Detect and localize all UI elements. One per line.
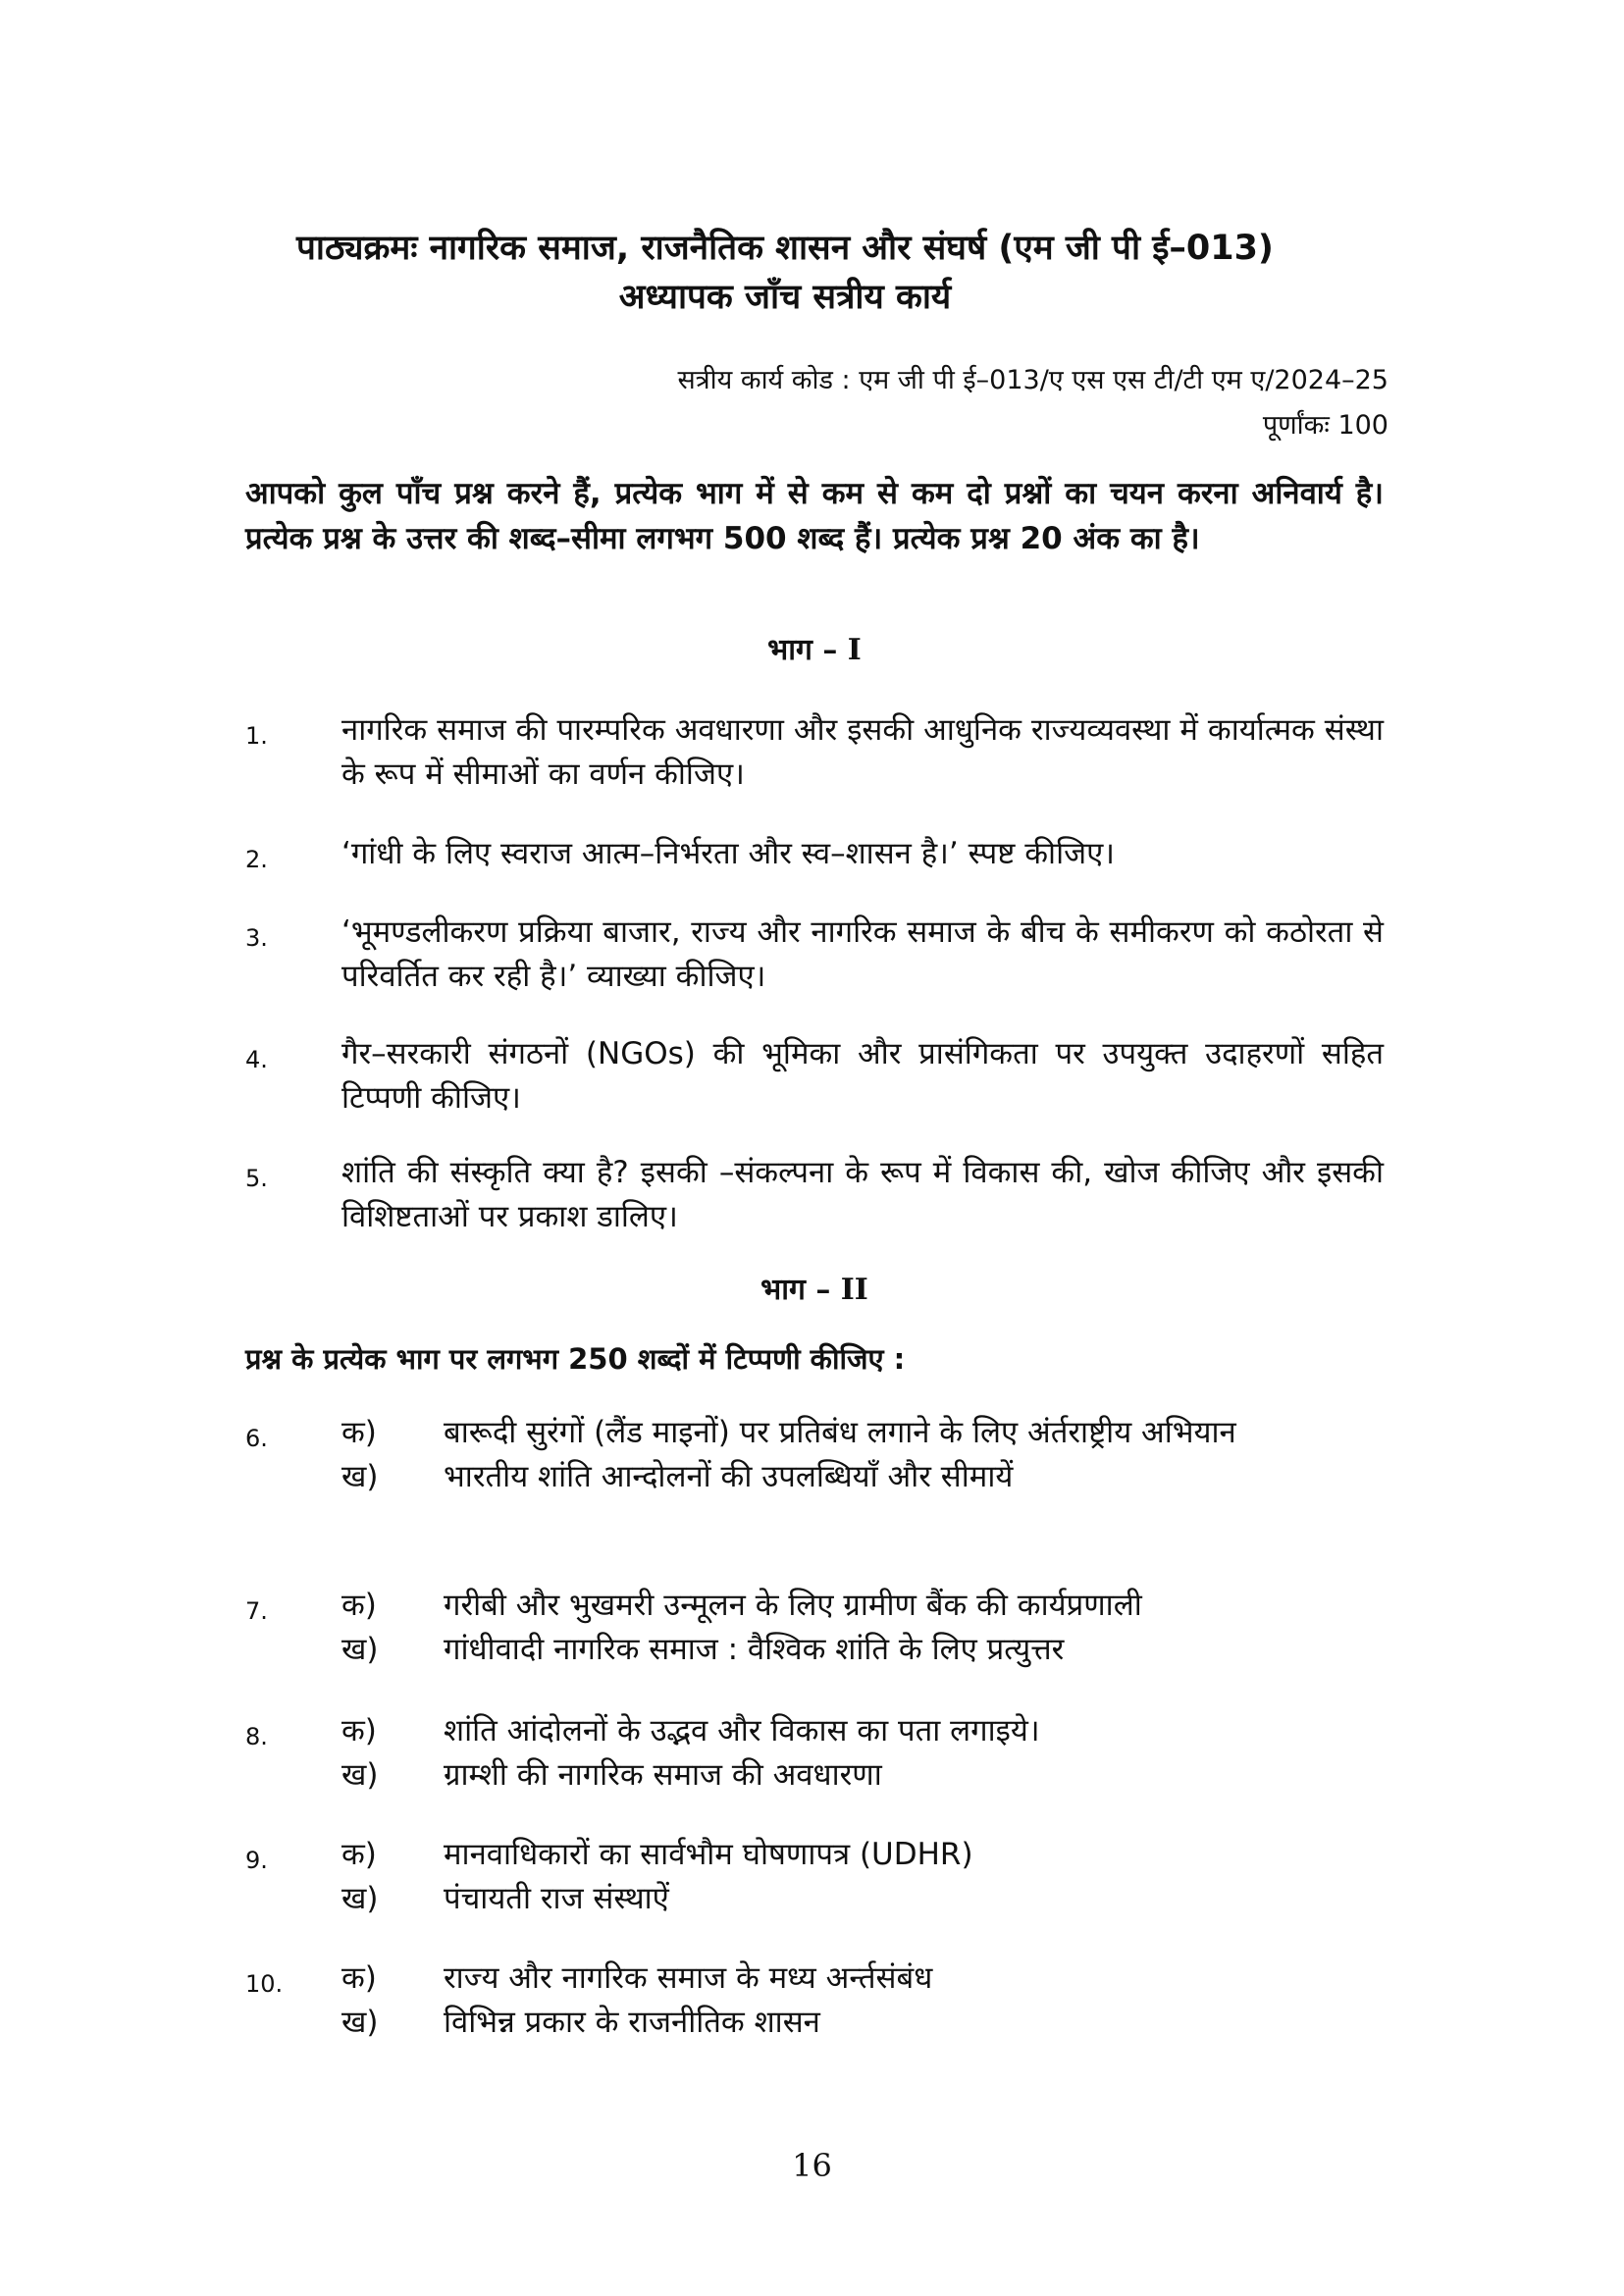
part-2-note: प्रश्न के प्रत्येक भाग पर लगभग 250 शब्दों में टिप्पणी कीजिए :	[245, 1342, 906, 1376]
sub-text: पंचायती राज संस्थाऐं	[444, 1881, 669, 1916]
instructions: आपको कुल पाँच प्रश्न करने हैं, प्रत्येक भाग में से कम से कम दो प्रश्नों का चयन करना अनिवार्य है। प्रत्येक प्रश्न के उत्तर की शब्द–सीमा लगभग 500 शब्द हैं। प्रत्येक प्रश्न 20 अंक का है।	[245, 476, 1384, 556]
sub-text: ग्राम्शी की नागरिक समाज की अवधारणा	[444, 1757, 882, 1793]
question-7	[245, 1584, 1384, 1672]
assignment-meta	[309, 358, 1388, 448]
question-number: 3.	[245, 924, 268, 952]
course-title	[245, 224, 1325, 322]
sub-question-a	[341, 1584, 1384, 1628]
question-6	[245, 1411, 1384, 1499]
sub-text: विभिन्न प्रकार के राजनीतिक शासन	[444, 2005, 820, 2040]
question-number: 5.	[245, 1165, 268, 1192]
sub-label: ख)	[341, 2005, 379, 2040]
question-9	[245, 1833, 1384, 1921]
question-text: ‘गांधी के लिए स्वराज आत्म–निर्भरता और स्व–शासन है।’ स्पष्ट कीजिए।	[341, 836, 1116, 871]
assignment-code: सत्रीय कार्य कोड : एम जी पी ई–013/ए एस एस टी/टी एम ए/2024–25	[677, 365, 1388, 395]
sub-label: क)	[341, 1960, 377, 1996]
sub-label: क)	[341, 1837, 377, 1872]
question-number: 7.	[245, 1597, 268, 1625]
question-2	[245, 832, 1384, 876]
sub-text: मानवाधिकारों का सार्वभौम घोषणापत्र (UDHR)	[444, 1837, 973, 1872]
sub-text: शांति आंदोलनों के उद्भव और विकास का पता लगाइये।	[444, 1713, 1040, 1748]
sub-question-a	[341, 1957, 1384, 2001]
sub-label: ख)	[341, 1881, 379, 1916]
question-8	[245, 1709, 1384, 1798]
question-text: नागरिक समाज की पारम्परिक अवधारणा और इसकी आधुनिक राज्यव्यवस्था में कार्यात्मक संस्था के रूप में सीमाओं का वर्णन कीजिए।	[341, 712, 1384, 792]
sub-question-a	[341, 1709, 1384, 1753]
question-number: 10.	[245, 1970, 284, 1998]
max-marks: पूर्णांकः 100	[1262, 410, 1388, 441]
sub-question-a	[341, 1833, 1384, 1877]
sub-label: ख)	[341, 1757, 379, 1793]
title-line-2: अध्यापक जाँच सत्रीय कार्य	[618, 278, 952, 317]
question-5	[245, 1151, 1384, 1239]
question-text: शांति की संस्कृति क्या है? इसकी –संकल्पना के रूप में विकास की, खोज कीजिए और इसकी विशिष्टताओं पर प्रकाश डालिए।	[341, 1155, 1384, 1234]
question-3	[245, 911, 1384, 999]
title-line-1: पाठ्यक्रमः नागरिक समाज, राजनैतिक शासन और संघर्ष (एम जी पी ई–013)	[296, 229, 1274, 268]
sub-label: क)	[341, 1588, 377, 1623]
question-number: 2.	[245, 846, 268, 873]
question-text: ‘भूमण्डलीकरण प्रक्रिया बाजार, राज्य और नागरिक समाज के बीच के समीकरण को कठोरता से परिवर्तित कर रही है।’ व्याख्या कीजिए।	[341, 914, 1384, 994]
sub-text: गांधीवादी नागरिक समाज : वैश्विक शांति के लिए प्रत्युत्तर	[444, 1632, 1065, 1667]
sub-question-b	[341, 2001, 1384, 2045]
sub-label: क)	[341, 1415, 377, 1450]
question-4	[245, 1032, 1384, 1121]
sub-text: गरीबी और भुखमरी उन्मूलन के लिए ग्रामीण बैंक की कार्यप्रणाली	[444, 1588, 1142, 1623]
question-10	[245, 1957, 1384, 2045]
question-number: 9.	[245, 1847, 268, 1874]
sub-label: ख)	[341, 1632, 379, 1667]
sub-label: ख)	[341, 1459, 379, 1494]
part-2-heading: भाग – II	[760, 1273, 868, 1307]
sub-label: क)	[341, 1713, 377, 1748]
sub-text: राज्य और नागरिक समाज के मध्य अर्न्तसंबंध	[444, 1960, 933, 1996]
part-1-heading: भाग – I	[767, 633, 862, 667]
sub-question-b	[341, 1877, 1384, 1921]
sub-question-b	[341, 1753, 1384, 1798]
sub-question-b	[341, 1455, 1384, 1499]
sub-question-a	[341, 1411, 1384, 1455]
question-number: 6.	[245, 1425, 268, 1452]
page-number: 16	[792, 2147, 832, 2184]
question-number: 4.	[245, 1046, 268, 1073]
question-number: 1.	[245, 722, 268, 750]
question-text: गैर–सरकारी संगठनों (NGOs) की भूमिका और प्रासंगिकता पर उपयुक्त उदाहरणों सहित टिप्पणी कीजिए।	[341, 1036, 1384, 1116]
question-1	[245, 708, 1384, 797]
sub-text: भारतीय शांति आन्दोलनों की उपलब्धियाँ और सीमायें	[444, 1459, 1014, 1494]
question-number: 8.	[245, 1723, 268, 1750]
sub-question-b	[341, 1628, 1384, 1672]
sub-text: बारूदी सुरंगों (लैंड माइनों) पर प्रतिबंध लगाने के लिए अंर्तराष्ट्रीय अभियान	[444, 1415, 1236, 1450]
